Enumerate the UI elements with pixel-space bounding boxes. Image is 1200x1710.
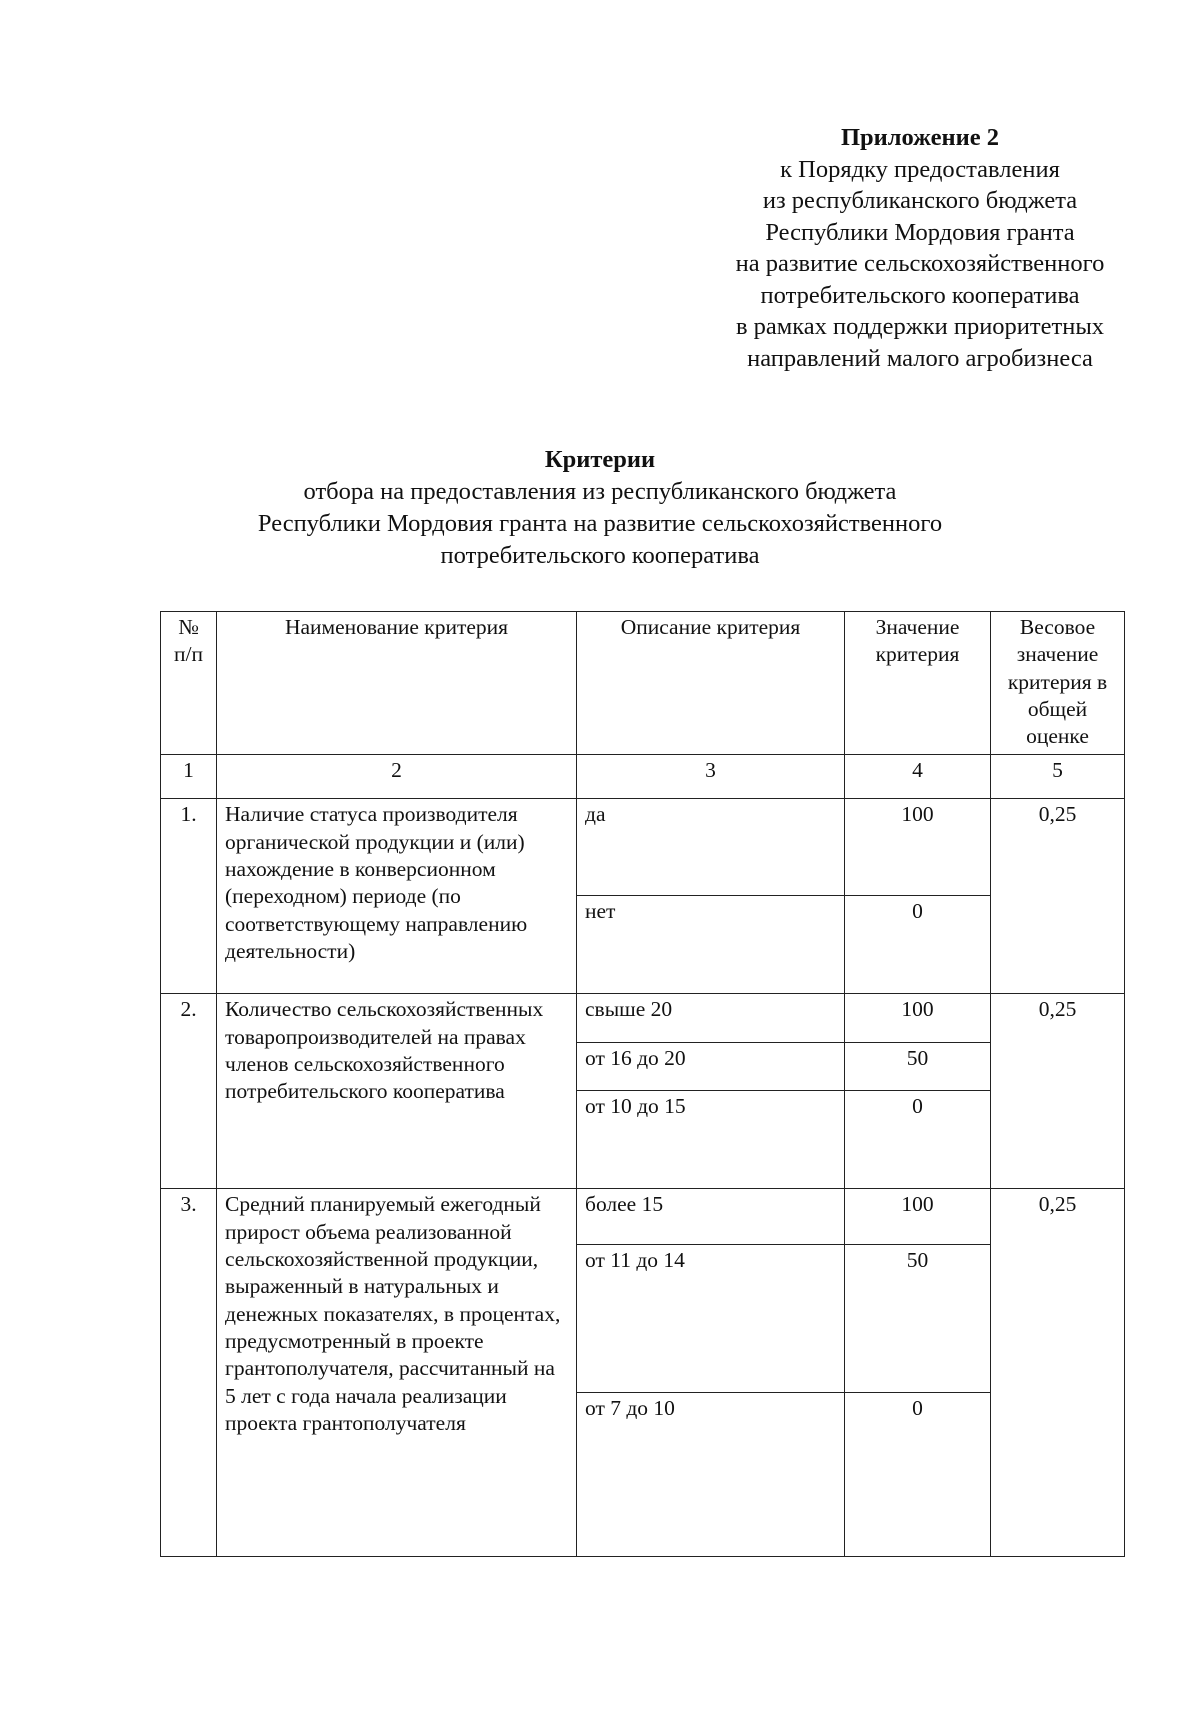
table-row [161, 1189, 1125, 1245]
annex-header [640, 122, 1200, 374]
table-row [161, 994, 1125, 1043]
column-number: 5 [991, 755, 1125, 799]
criteria-line: Республики Мордовия гранта на развитие сельскохозяйственного [257, 510, 943, 537]
header-num: № п/п [161, 612, 217, 755]
criterion-name: Количество сельскохозяйственных товаропроизводителей на правах членов сельскохозяйственного потребительского кооператива [217, 994, 577, 1189]
column-numbers-row [161, 755, 1125, 799]
criterion-name: Средний планируемый ежегодный прирост объема реализованной сельскохозяйственной продукции, выраженный в натуральных и денежных показателях, в процентах, предусмотренный в проекте грантополучателя, рассчитанный на 5 лет с года начала реализации проекта грантополучателя [217, 1189, 577, 1557]
criterion-description: более 15 [577, 1189, 845, 1245]
criterion-name: Наличие статуса производителя органической продукции и (или) нахождение в конверсионном (переходном) периоде (по соответствующему направлению деятельности) [217, 799, 577, 994]
column-number: 3 [577, 755, 845, 799]
criterion-description: от 16 до 20 [577, 1043, 845, 1091]
table-row [161, 799, 1125, 896]
annex-line: на развитие сельскохозяйственного [735, 250, 1105, 277]
header-value: Значение критерия [845, 612, 991, 755]
criteria-table [160, 611, 1125, 1557]
criterion-description: от 7 до 10 [577, 1393, 845, 1557]
annex-line: Республики Мордовия гранта [765, 218, 1075, 246]
criterion-description: да [577, 799, 845, 896]
criterion-weight: 0,25 [991, 799, 1125, 994]
column-number: 4 [845, 755, 991, 799]
annex-line: к Порядку предоставления [780, 155, 1060, 183]
criterion-weight: 0,25 [991, 1189, 1125, 1557]
criterion-description: от 11 до 14 [577, 1245, 845, 1393]
criteria-heading [150, 444, 1050, 572]
row-number: 2. [161, 994, 217, 1189]
annex-line: направлений малого агробизнеса [747, 344, 1093, 372]
criterion-value: 50 [845, 1245, 991, 1393]
criterion-value: 0 [845, 1393, 991, 1557]
criterion-description: от 10 до 15 [577, 1091, 845, 1189]
criterion-value: 0 [845, 896, 991, 994]
criterion-value: 100 [845, 799, 991, 896]
annex-line: в рамках поддержки приоритетных [735, 313, 1105, 340]
criterion-value: 100 [845, 994, 991, 1043]
criterion-value: 0 [845, 1091, 991, 1189]
column-number: 1 [161, 755, 217, 799]
annex-title: Приложение 2 [841, 124, 999, 151]
column-number: 2 [217, 755, 577, 799]
criterion-value: 100 [845, 1189, 991, 1245]
header-name: Наименование критерия [217, 612, 577, 755]
header-description: Описание критерия [577, 612, 845, 755]
criteria-line: отбора на предоставления из республиканского бюджета [303, 478, 897, 505]
criterion-weight: 0,25 [991, 994, 1125, 1189]
criterion-description: нет [577, 896, 845, 994]
header-weight: Весовое значение критерия в общей оценке [991, 612, 1125, 755]
criteria-title: Критерии [544, 446, 656, 473]
annex-line: потребительского кооператива [760, 281, 1080, 309]
criterion-description: свыше 20 [577, 994, 845, 1043]
row-number: 3. [161, 1189, 217, 1557]
criteria-line: потребительского кооператива [440, 542, 760, 569]
criterion-value: 50 [845, 1043, 991, 1091]
annex-line: из республиканского бюджета [762, 187, 1078, 214]
row-number: 1. [161, 799, 217, 994]
table-header-row [161, 612, 1125, 755]
